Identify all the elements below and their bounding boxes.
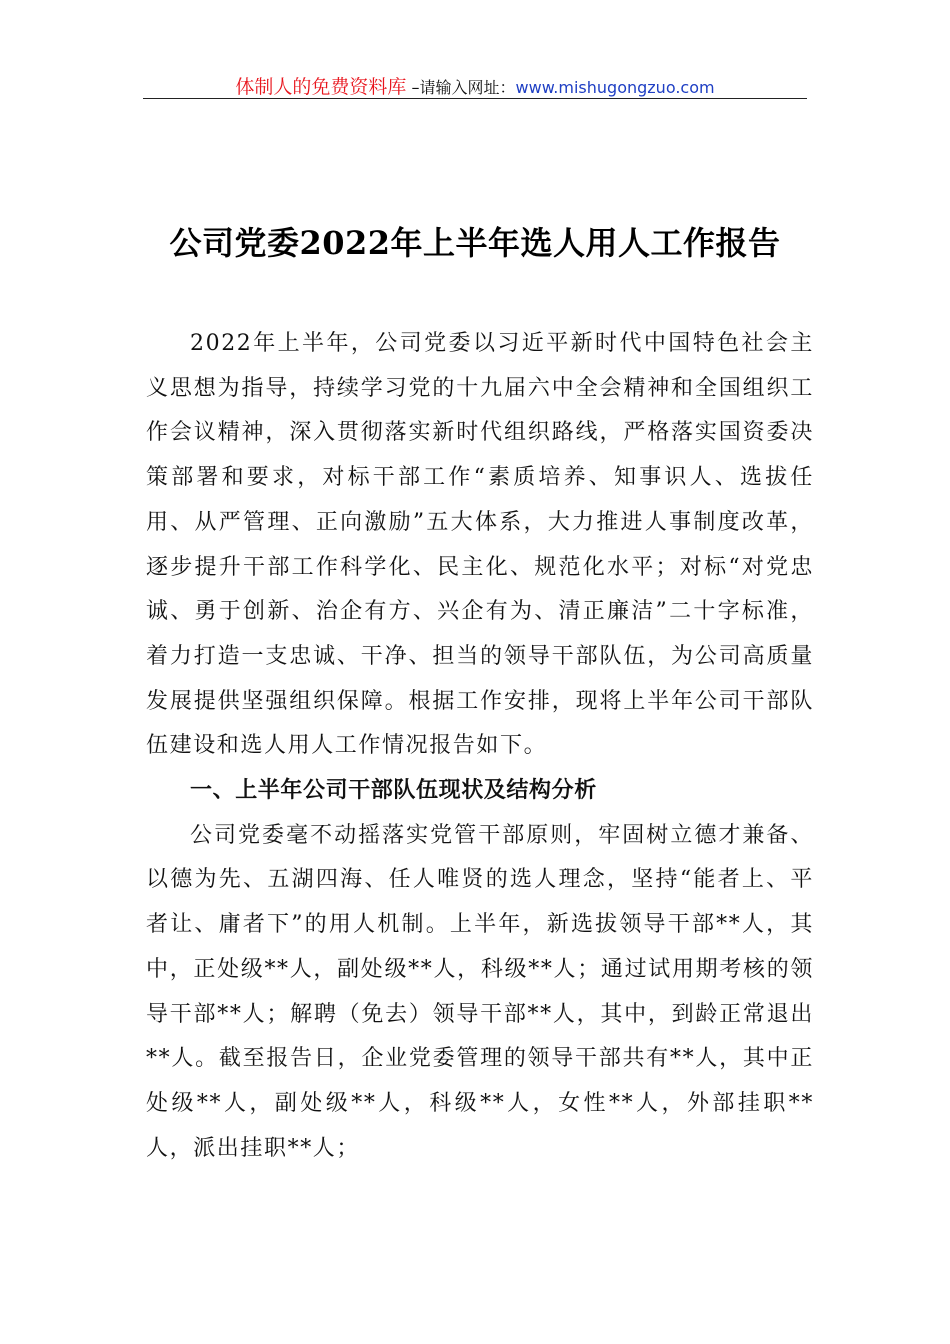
site-url-link[interactable]: www.mishugongzuo.com [515, 78, 715, 97]
section-heading: 一、上半年公司干部队伍现状及结构分析 [190, 778, 597, 804]
url-prompt: –请输入网址： [406, 78, 516, 97]
site-header [143, 72, 807, 99]
site-brand: 体制人的免费资料库 [235, 76, 407, 98]
document-body [146, 322, 814, 1171]
body-paragraph: 公司党委毫不动摇落实党管干部原则，牢固树立德才兼备、以德为先、五湖四海、任人唯贤的选人理念，坚持“能者上、平者让、庸者下”的用人机制。上半年，新选拔领导干部**人，其中，正处级**人，副处级**人，科级**人；通过试用期考核的领导干部**人；解聘（免去）领导干部**人，其中，到龄正常退出**人。截至报告日，企业党委管理的领导干部共有**人，其中正处级**人，副处级**人，科级**人，女性**人，外部挂职**人，派出挂职**人； [146, 822, 814, 1161]
document-title: 公司党委2022年上半年选人用人工作报告 [169, 224, 781, 262]
intro-paragraph: 2022年上半年，公司党委以习近平新时代中国特色社会主义思想为指导，持续学习党的十九届六中全会精神和全国组织工作会议精神，深入贯彻落实新时代组织路线，严格落实国资委决策部署和要求，对标干部工作“素质培养、知事识人、选拔任用、从严管理、正向激励”五大体系，大力推进人事制度改革，逐步提升干部工作科学化、民主化、规范化水平；对标“对党忠诚、勇于创新、治企有方、兴企有为、清正廉洁”二十字标准，着力打造一支忠诚、干净、担当的领导干部队伍，为公司高质量发展提供坚强组织保障。根据工作安排，现将上半年公司干部队伍建设和选人用人工作情况报告如下。 [146, 331, 814, 759]
